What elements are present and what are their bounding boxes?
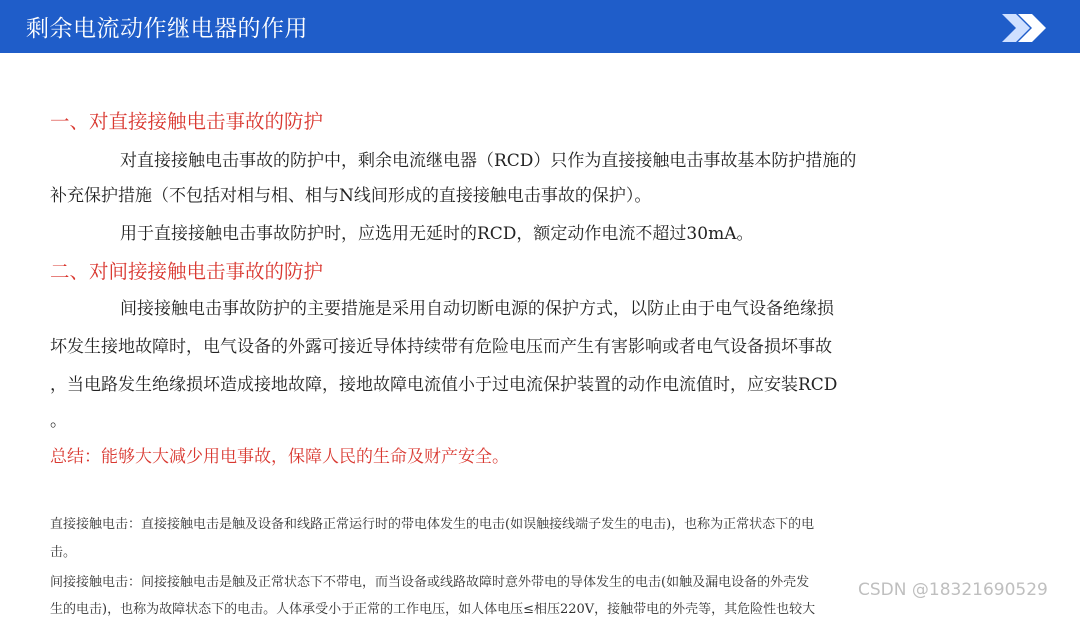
section2-paragraph1-line4: 。	[50, 411, 67, 431]
summary-text: 总结：能够大大减少用电事故，保障人民的生命及财产安全。	[50, 447, 509, 467]
note-line4: 生的电击)，也称为故障状态下的电击。人体承受小于正常的工作电压，如人体电压≤相压220V，接触带电的外壳等，其危险性也较大	[50, 602, 816, 617]
section1-paragraph1-line2: 补充保护措施（不包括对相与相、相与N线间形成的直接接触电击事故的保护）。	[50, 186, 652, 206]
note-line3: 间接接触电击：间接接触电击是触及正常状态下不带电，而当设备或线路故障时意外带电的导体发生的电击(如触及漏电设备的外壳发	[50, 575, 810, 590]
section2-heading: 二、对间接接触电击事故的防护	[50, 260, 324, 283]
section1-heading: 一、对直接接触电击事故的防护	[50, 110, 324, 133]
section1-paragraph1-line1: 对直接接触电击事故的防护中，剩余电流继电器（RCD）只作为直接接触电击事故基本防护措施的	[120, 151, 857, 171]
section2-paragraph1-line1: 间接接触电击事故防护的主要措施是采用自动切断电源的保护方式，以防止由于电气设备绝缘损	[120, 299, 834, 319]
section1-paragraph2-line1: 用于直接接触电击事故防护时，应选用无延时的RCD，额定动作电流不超过30mA。	[120, 224, 754, 244]
section2-paragraph1-line3: ，当电路发生绝缘损坏造成接地故障，接地故障电流值小于过电流保护装置的动作电流值时，应安装RCD	[50, 375, 838, 395]
watermark: CSDN @18321690529	[858, 580, 1048, 600]
note-line2: 击。	[50, 545, 77, 560]
page-title: 剩余电流动作继电器的作用	[26, 16, 308, 42]
section2-paragraph1-line2: 坏发生接地故障时，电气设备的外露可接近导体持续带有危险电压而产生有害影响或者电气设备损坏事故	[50, 337, 832, 357]
note-line1: 直接接触电击：直接接触电击是触及设备和线路正常运行时的带电体发生的电击(如误触接线端子发生的电击)，也称为正常状态下的电	[50, 517, 815, 532]
